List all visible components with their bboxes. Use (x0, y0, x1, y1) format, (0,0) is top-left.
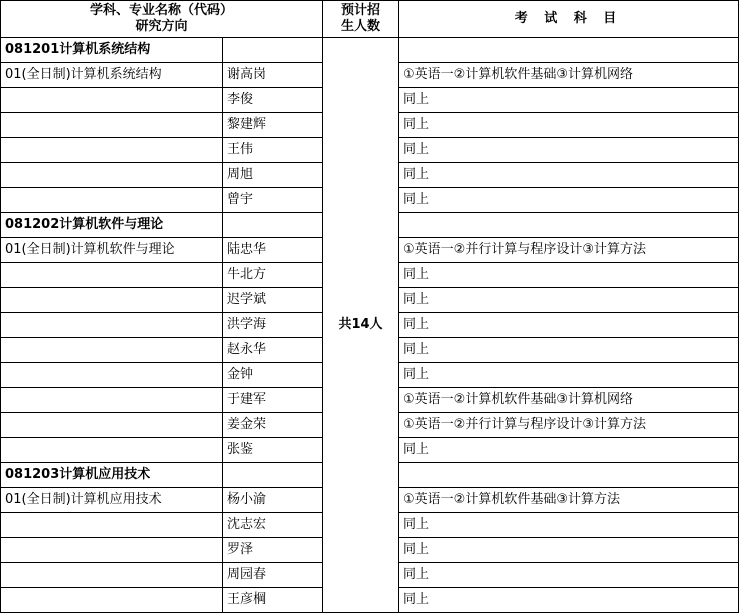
exam-subjects: 同上 (399, 138, 739, 163)
research-direction-empty (1, 163, 223, 188)
teacher-name: 曾宇 (223, 188, 323, 213)
enroll-header: 预计招生人数 (323, 1, 399, 38)
teacher-name: 罗泽 (223, 538, 323, 563)
exam-subjects: ①英语一②计算机软件基础③计算方法 (399, 488, 739, 513)
exam-subjects: ①英语一②并行计算与程序设计③计算方法 (399, 413, 739, 438)
exam-subjects: ①英语一②计算机软件基础③计算机网络 (399, 63, 739, 88)
research-direction-empty (1, 438, 223, 463)
teacher-name: 李俊 (223, 88, 323, 113)
major-header-label: 学科、专业名称（代码） (90, 3, 234, 18)
exam-subjects: 同上 (399, 363, 739, 388)
exam-subjects: 同上 (399, 538, 739, 563)
exam-subjects: 同上 (399, 288, 739, 313)
direction-header-label: 研究方向 (135, 19, 188, 34)
teacher-name: 陆忠华 (223, 238, 323, 263)
research-direction: 01(全日制)计算机应用技术 (1, 488, 223, 513)
enroll-count: 共14人 (323, 38, 399, 613)
teacher-cell-empty (223, 463, 323, 488)
teacher-name: 赵永华 (223, 338, 323, 363)
teacher-cell-empty (223, 38, 323, 63)
major-name: 081203计算机应用技术 (1, 463, 223, 488)
exam-cell-empty (399, 213, 739, 238)
exam-subjects: 同上 (399, 438, 739, 463)
research-direction-empty (1, 113, 223, 138)
exam-subjects: 同上 (399, 88, 739, 113)
teacher-name: 周旭 (223, 163, 323, 188)
exam-subjects: 同上 (399, 188, 739, 213)
exam-subjects: 同上 (399, 513, 739, 538)
table-header-row (1, 1, 739, 38)
research-direction-empty (1, 388, 223, 413)
research-direction: 01(全日制)计算机系统结构 (1, 63, 223, 88)
research-direction-empty (1, 313, 223, 338)
teacher-name: 迟学斌 (223, 288, 323, 313)
research-direction-empty (1, 88, 223, 113)
teacher-name: 于建军 (223, 388, 323, 413)
research-direction: 01(全日制)计算机软件与理论 (1, 238, 223, 263)
table-body (1, 38, 739, 613)
teacher-name: 牛北方 (223, 263, 323, 288)
exam-subjects: 同上 (399, 263, 739, 288)
major-row (1, 38, 739, 63)
exam-cell-empty (399, 38, 739, 63)
teacher-cell-empty (223, 213, 323, 238)
exam-cell-empty (399, 463, 739, 488)
major-direction-header (1, 1, 323, 38)
exam-subjects: 同上 (399, 163, 739, 188)
exam-subjects: 同上 (399, 113, 739, 138)
research-direction-empty (1, 513, 223, 538)
research-direction-empty (1, 563, 223, 588)
research-direction-empty (1, 588, 223, 613)
exam-header: 考 试 科 目 (399, 1, 739, 38)
teacher-name: 谢高岗 (223, 63, 323, 88)
research-direction-empty (1, 288, 223, 313)
teacher-name: 周园春 (223, 563, 323, 588)
exam-subjects: ①英语一②并行计算与程序设计③计算方法 (399, 238, 739, 263)
research-direction-empty (1, 413, 223, 438)
exam-subjects: 同上 (399, 588, 739, 613)
major-name: 081201计算机系统结构 (1, 38, 223, 63)
research-direction-empty (1, 138, 223, 163)
teacher-name: 王彦棡 (223, 588, 323, 613)
exam-subjects: ①英语一②计算机软件基础③计算机网络 (399, 388, 739, 413)
teacher-name: 王伟 (223, 138, 323, 163)
teacher-name: 沈志宏 (223, 513, 323, 538)
research-direction-empty (1, 538, 223, 563)
teacher-name: 杨小渝 (223, 488, 323, 513)
teacher-name: 张鉴 (223, 438, 323, 463)
exam-subjects: 同上 (399, 313, 739, 338)
research-direction-empty (1, 188, 223, 213)
research-direction-empty (1, 338, 223, 363)
teacher-name: 姜金荣 (223, 413, 323, 438)
exam-subjects: 同上 (399, 563, 739, 588)
exam-subjects: 同上 (399, 338, 739, 363)
teacher-name: 金钟 (223, 363, 323, 388)
research-direction-empty (1, 263, 223, 288)
major-name: 081202计算机软件与理论 (1, 213, 223, 238)
teacher-name: 黎建辉 (223, 113, 323, 138)
teacher-name: 洪学海 (223, 313, 323, 338)
research-direction-empty (1, 363, 223, 388)
